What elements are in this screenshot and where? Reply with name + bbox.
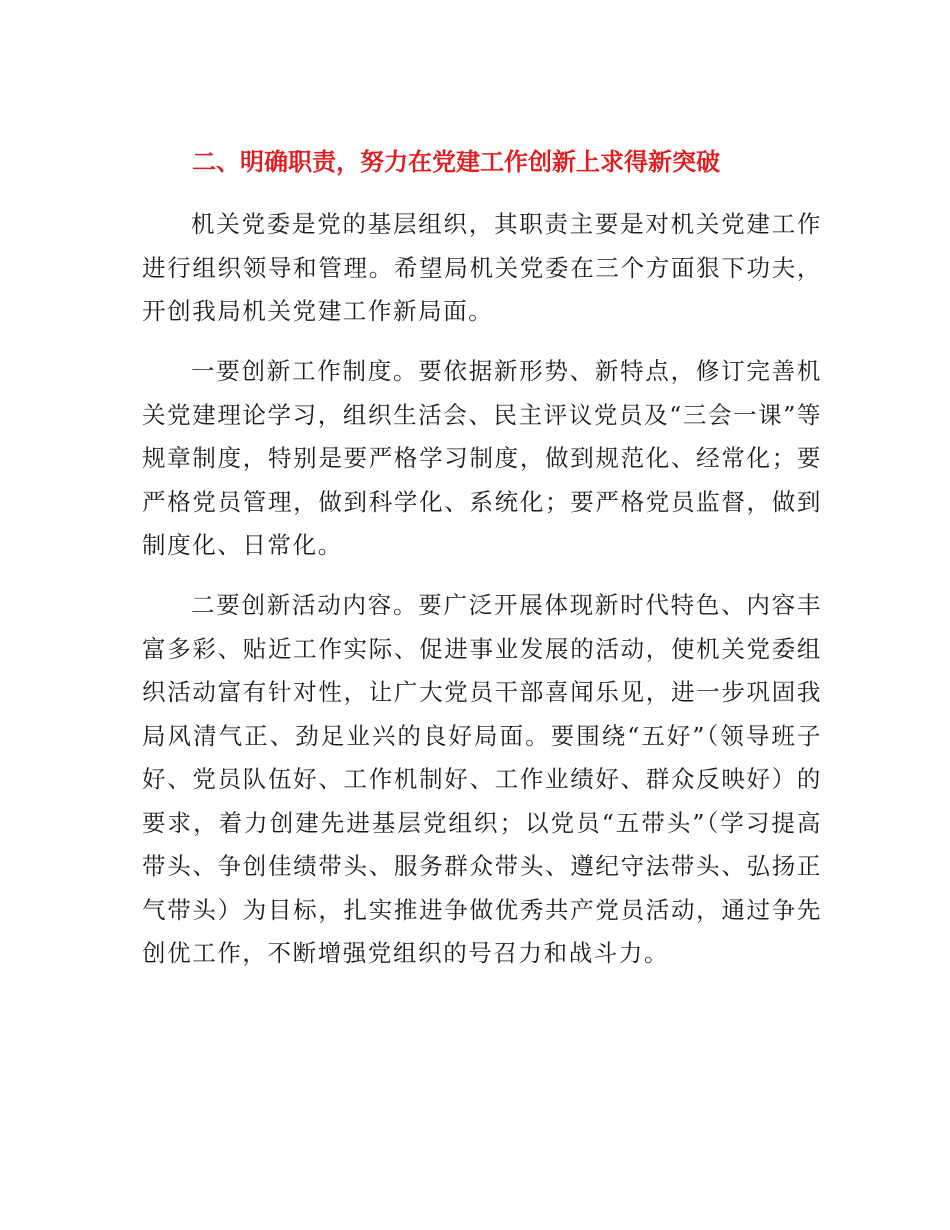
paragraph-work-system: 一要创新工作制度。要依据新形势、新特点，修订完善机关党建理论学习，组织生活会、民主评议党员及“三会一课”等规章制度，特别是要严格学习制度，做到规范化、经常化；要严格党员管理，做到科学化、系统化；要严格党员监督，做到制度化、日常化。: [142, 357, 822, 559]
paragraph-activity-content: 二要创新活动内容。要广泛开展体现新时代特色、内容丰富多彩、贴近工作实际、促进事业发展的活动，使机关党委组织活动富有针对性，让广大党员干部喜闻乐见，进一步巩固我局风清气正、劲足业兴的良好局面。要围绕“五好”（领导班子好、党员队伍好、工作机制好、工作业绩好、群众反映好）的要求，着力创建先进基层党组织；以党员“五带头”（学习提高带头、争创佳绩带头、服务群众带头、遵纪守法带头、弘扬正气带头）为目标，扎实推进争做优秀共产党员活动，通过争先创优工作，不断增强党组织的号召力和战斗力。: [142, 591, 822, 967]
paragraph-intro: 机关党委是党的基层组织，其职责主要是对机关党建工作进行组织领导和管理。希望局机关党委在三个方面狠下功夫，开创我局机关党建工作新局面。: [142, 210, 822, 325]
section-heading: 二、明确职责，努力在党建工作创新上求得新突破: [192, 148, 720, 176]
